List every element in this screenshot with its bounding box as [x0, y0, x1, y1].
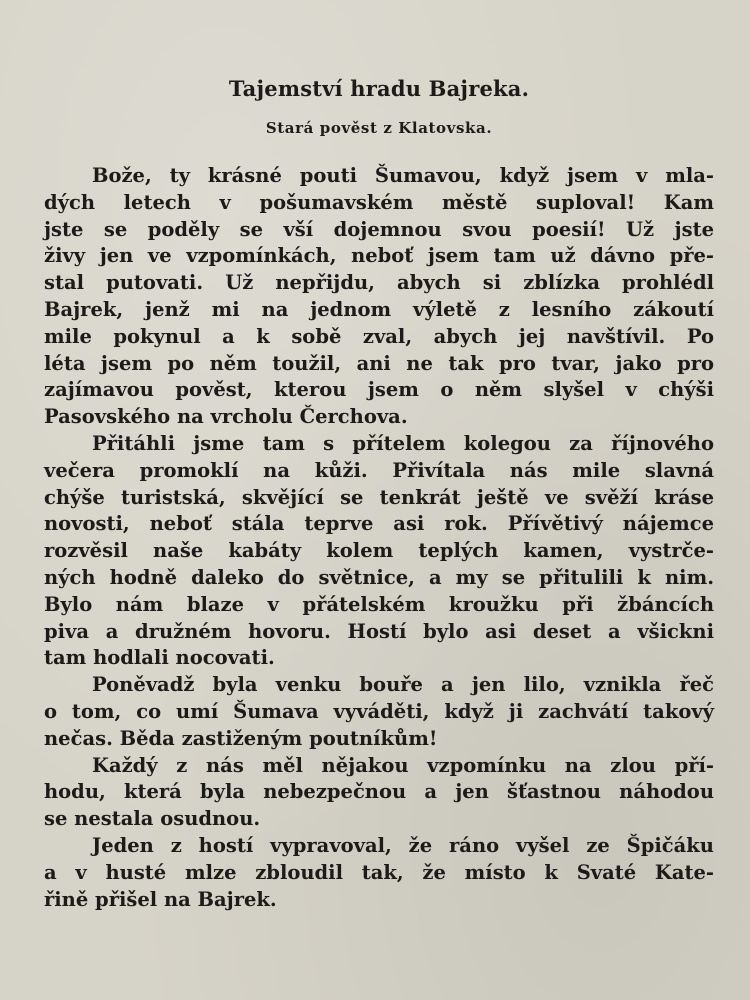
text-line: Jeden z hostí vypravoval, že ráno vyšel ze Špičáku	[92, 833, 714, 857]
text-line: večera promoklí na kůži. Přivítala nás mile slavná	[44, 458, 714, 482]
text-line: Každý z nás měl nějakou vzpomínku na zlou pří-	[92, 753, 714, 777]
text-line: léta jsem po něm toužil, ani ne tak pro tvar, jako pro	[44, 351, 714, 375]
text-line: zajímavou pověst, kterou jsem o něm slyšel v chýši	[44, 378, 714, 402]
text-line: Pasovského na vrcholu Čerchova.	[44, 405, 408, 429]
text-line: piva a družném hovoru. Hostí bylo asi deset a všickni	[44, 619, 714, 643]
text-line: Přitáhli jsme tam s přítelem kolegou za říjnového	[92, 431, 714, 455]
text-line: mile pokynul a k sobě zval, abych jej navštívil. Po	[44, 324, 714, 348]
text-line: nečas. Běda zastiženým poutníkům!	[44, 726, 438, 750]
paragraph	[44, 672, 714, 752]
text-line: tam hodlali nocovati.	[44, 646, 275, 670]
text-line: rozvěsil naše kabáty kolem teplých kamen, vystrče-	[44, 539, 714, 563]
text-line: novosti, neboť stála teprve asi rok. Přívětivý nájemce	[44, 512, 714, 536]
text-line: řině přišel na Bajrek.	[44, 887, 277, 911]
text-line: Poněvadž byla venku bouře a jen lilo, vznikla řeč	[92, 673, 714, 697]
paragraph	[44, 163, 714, 431]
paragraph	[44, 431, 714, 672]
text-line: chýše turistská, skvějící se tenkrát ještě ve svěží kráse	[44, 485, 714, 509]
text-line: stal putovati. Už nepřijdu, abych si zblízka prohlédl	[44, 271, 714, 295]
paragraph	[44, 833, 714, 913]
body-text	[44, 163, 714, 913]
chapter-subtitle: Stará pověst z Klatovska.	[265, 119, 493, 137]
text-line: živy jen ve vzpomínkách, neboť jsem tam už dávno pře-	[44, 244, 714, 268]
text-line: Bože, ty krásné pouti Šumavou, když jsem v mla-	[92, 164, 714, 187]
text-line: jste se poděly se vší dojemnou svou poesií! Už jste	[44, 217, 714, 241]
text-line: se nestala osudnou.	[44, 807, 261, 831]
paragraph	[44, 753, 714, 833]
text-line: hodu, která byla nebezpečnou a jen šťastnou náhodou	[44, 780, 714, 804]
chapter-title: Tajemství hradu Bajreka.	[228, 76, 530, 101]
text-line: a v husté mlze zbloudil tak, že místo k Svaté Kate-	[44, 860, 714, 884]
text-line: dých letech v pošumavském městě suploval! Kam	[44, 190, 714, 214]
text-line: Bylo nám blaze v přátelském kroužku při žbáncích	[44, 592, 714, 616]
text-line: o tom, co umí Šumava vyváděti, když ji zachvátí takový	[44, 699, 714, 723]
book-page	[44, 68, 714, 913]
text-line: ných hodně daleko do světnice, a my se přitulili k nim.	[44, 565, 714, 589]
text-line: Bajrek, jenž mi na jednom výletě z lesního zákoutí	[44, 297, 714, 321]
